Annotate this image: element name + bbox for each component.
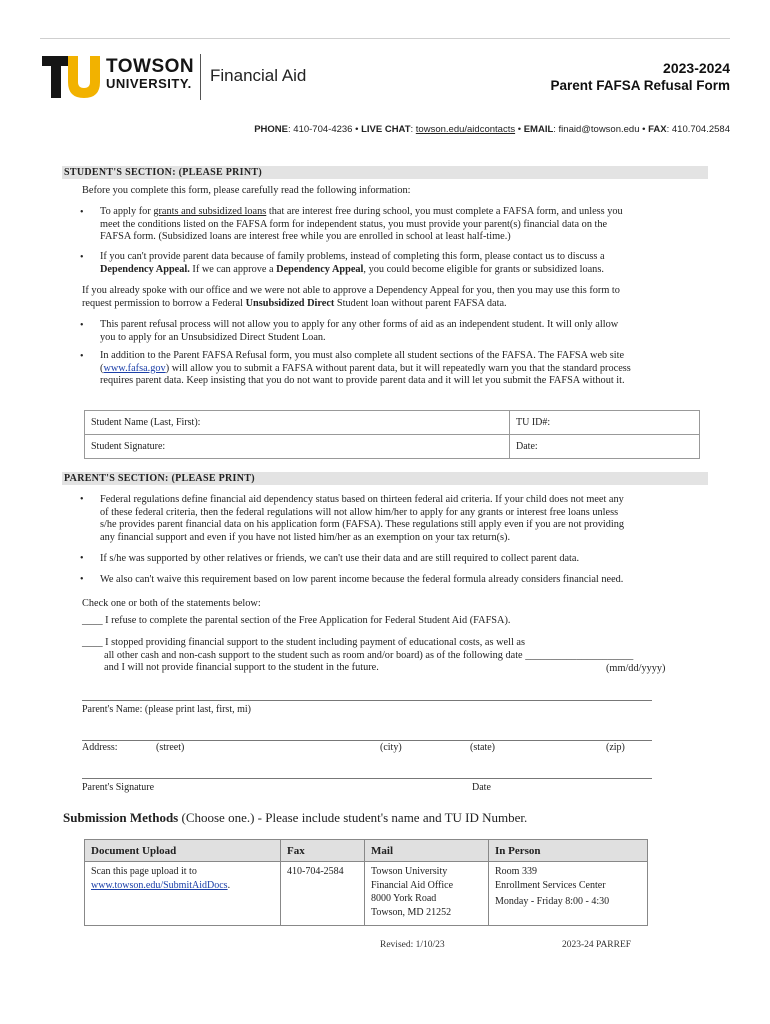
student-signature-field[interactable]: Student Signature: (85, 435, 510, 459)
parent-signature-label: Parent's Signature (82, 782, 155, 793)
parent-name-label: Parent's Name: (please print last, first, mi) (82, 704, 251, 715)
student-date-field[interactable]: Date: (510, 435, 700, 459)
col-fax: Fax (281, 840, 365, 862)
bullet-icon: • (80, 320, 84, 331)
col-mail: Mail (365, 840, 489, 862)
parent-signature-line[interactable] (82, 778, 652, 779)
student-info-table (84, 410, 700, 459)
submit-docs-link[interactable]: www.towson.edu/SubmitAidDocs (91, 879, 228, 891)
logo-word-towson: TOWSON (106, 56, 195, 77)
student-bullet-1: To apply for grants and subsidized loans that are interest free during school, you must complete a FAFSA form, and unless you meet the conditions listed on the FAFSA form for independent status, you must provide your parent(s) financial data on the FAFSA form. (Subsidized loans are interest free while you are enrolled in school at least half-time.) (100, 206, 623, 243)
tu-logo-mark-icon (42, 56, 100, 98)
col-document-upload: Document Upload (85, 840, 281, 862)
state-label: (state) (470, 742, 495, 753)
fax-value: 410.704.2584 (671, 124, 730, 135)
parent-section-heading: PARENT'S SECTION: (PLEASE PRINT) (62, 472, 708, 485)
form-year: 2023-2024 (663, 60, 730, 76)
student-bullet-2: If you can't provide parent data because of family problems, instead of completing this form, please contact us to discuss a Dependency Appeal. If we can approve a Dependency Appeal, you could become eligible for grants or subsidized loans. (100, 251, 605, 275)
logo-word-university: UNIVERSITY. (106, 76, 192, 91)
address-label: Address: (82, 742, 118, 753)
logo-department: Financial Aid (210, 66, 307, 85)
bullet-icon: • (80, 494, 84, 505)
email-value[interactable]: finaid@towson.edu (558, 124, 640, 135)
student-paragraph-2: If you already spoke with our office and we were not able to approve a Dependency Appeal for you, then you may use this form to request permission to borrow a Federal Unsubsidized Direct Student loan without parent FAFSA data. (82, 285, 620, 309)
submission-heading: Submission Methods (Choose one.) - Please include student's name and TU ID Number. (63, 810, 528, 825)
student-bullet-3: This parent refusal process will not allow you to apply for any other forms of aid as an independent student. It will only allow you to apply for an Unsubsidized Direct Student Loan. (100, 319, 619, 343)
submission-methods-table (84, 839, 648, 926)
tu-id-field[interactable]: TU ID#: (510, 411, 700, 435)
check-intro: Check one or both of the statements below: (82, 598, 261, 609)
fax-label: FAX (648, 124, 667, 135)
bullet-icon: • (80, 207, 84, 218)
zip-label: (zip) (606, 742, 625, 753)
parent-date-label: Date (472, 782, 491, 793)
logo-divider (200, 54, 201, 100)
parent-name-line[interactable] (82, 700, 652, 701)
email-label: EMAIL (523, 124, 554, 135)
parent-bullet-2: If s/he was supported by other relatives or friends, we can't use their data and are still required to collect parent data. (100, 553, 580, 564)
towson-logo (42, 54, 332, 102)
date-format-hint: (mm/dd/yyyy) (606, 663, 666, 674)
option-refuse[interactable]: ____ I refuse to complete the parental section of the Free Application for Federal Student Aid (FAFSA). (82, 615, 511, 626)
student-intro: Before you complete this form, please carefully read the following information: (82, 185, 411, 196)
upload-cell: Scan this page upload it to www.towson.edu/SubmitAidDocs. (85, 862, 281, 926)
bullet-icon: • (80, 574, 84, 585)
option-stopped-support[interactable]: ____ I stopped providing financial support to the student including payment of educational costs, as well as all other cash and non-cash support to the student such as room and/or board) as of the following date _____________________ and I will not provide financial support to the student in the future. (82, 637, 634, 674)
phone-value: 410-704-4236 (293, 124, 353, 135)
street-label: (street) (156, 742, 185, 753)
form-title: Parent FAFSA Refusal Form (550, 78, 730, 93)
address-line[interactable] (82, 740, 652, 741)
fafsa-link[interactable]: www.fafsa.gov (103, 362, 166, 374)
fax-cell: 410-704-2584 (281, 862, 365, 926)
bullet-icon: • (80, 252, 84, 263)
student-section-heading: STUDENT'S SECTION: (PLEASE PRINT) (62, 166, 708, 179)
footer-revised: Revised: 1/10/23 (380, 940, 445, 950)
parent-bullet-1: Federal regulations define financial aid dependency status based on thirteen federal aid criteria. If your child does not meet any of these federal criteria, then the federal regulations will not allow him/her to apply for any grants or interest free loans unless s/he provides parent financial data on his application form (FAFSA). These regulations still apply even if you are not providing any financial support and even if you have not listed him/her as an exemption on your tax return(s). (100, 494, 625, 543)
footer-form-code: 2023-24 PARREF (562, 940, 632, 950)
parent-bullet-3: We also can't waive this requirement based on low parent income because the federal formula already considers financial need. (100, 574, 624, 585)
phone-label: PHONE (254, 124, 289, 135)
top-rule (40, 38, 730, 39)
in-person-cell: Room 339 Enrollment Services Center Monday - Friday 8:00 - 4:30 (489, 862, 648, 926)
bullet-icon: • (80, 351, 84, 362)
mail-cell: Towson University Financial Aid Office 8000 York Road Towson, MD 21252 (365, 862, 489, 926)
col-in-person: In Person (489, 840, 648, 862)
contact-line: PHONE: 410-704-4236 • LIVE CHAT: towson.edu/aidcontacts • EMAIL: finaid@towson.edu • FAX: 410.704.2584 (254, 124, 730, 135)
chat-label: LIVE CHAT (361, 124, 411, 135)
city-label: (city) (380, 742, 402, 753)
student-bullet-4: In addition to the Parent FAFSA Refusal form, you must also complete all student sections of the FAFSA. The FAFSA web site (www.fafsa.gov) will allow you to submit a FAFSA without parent data, but it will repeatedly warn you that the standard process requires parent data. Keep insisting that you do not want to provide parent data and it will let you submit the FAFSA without it. (100, 350, 631, 387)
bullet-icon: • (80, 553, 84, 564)
chat-link[interactable]: towson.edu/aidcontacts (415, 124, 516, 135)
student-name-field[interactable]: Student Name (Last, First): (85, 411, 510, 435)
